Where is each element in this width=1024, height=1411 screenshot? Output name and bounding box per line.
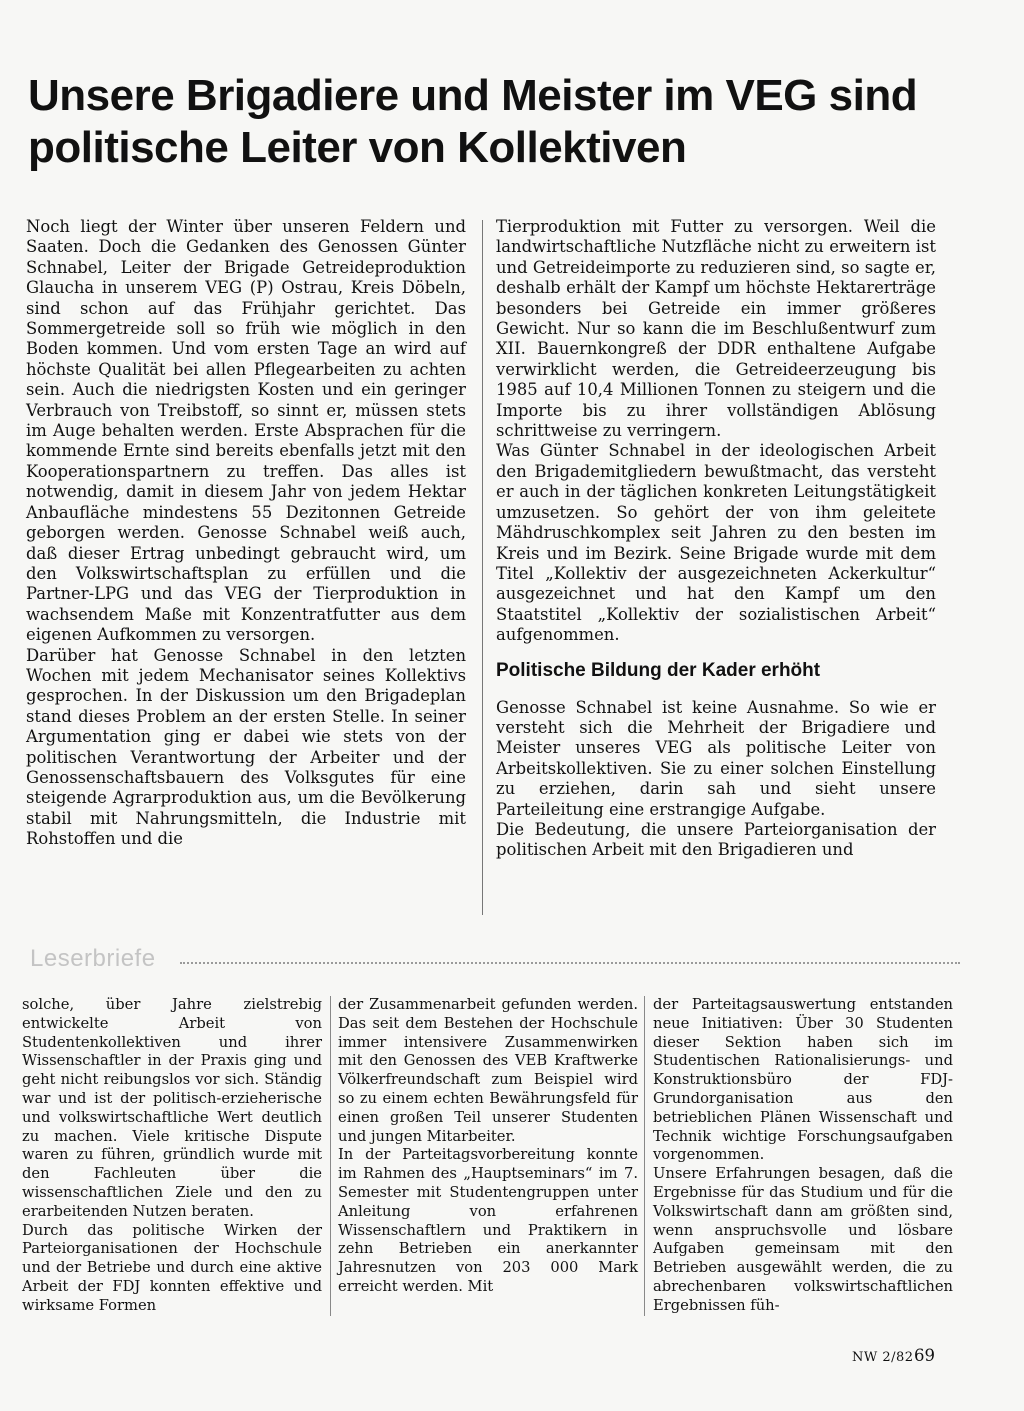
paragraph: Darüber hat Genosse Schnabel in den letzten Wochen mit jedem Mechanisator seines Kollektivs gesprochen. In der Diskussion um den Brigadeplan stand dieses Problem an der ersten Stelle. In seiner Argumentation ging er dabei wie stets von der politischen Verantwortung der Arbeiter und der Genossenschaftsbauern des Volksgutes für eine steigende Agrarproduktion aus, um die Bevölkerung stabil mit Nahrungsmitteln, die Industrie mit Rohstoffen und die (26, 645, 466, 849)
page-number: 69 (914, 1346, 935, 1365)
paragraph: Was Günter Schnabel in der ideologischen Arbeit den Brigademitgliedern bewußtmacht, das versteht er auch in der täglichen konkreten Leitungstätigkeit umzusetzen. So gehört der von ihm geleitete Mähdruschkomplex seit Jahren zu den besten im Kreis und im Bezirk. Seine Brigade wurde mit dem Titel „Kollektiv der ausgezeichneten Ackerkultur“ ausgezeichnet und hat den Kampf um den Staatstitel „Kollektiv der sozialistischen Arbeit“ aufgenommen. (496, 441, 936, 645)
paragraph: In der Parteitagsvorbereitung konnte im Rahmen des „Hauptseminars“ im 7. Semester mit Studentengruppen unter Anleitung von erfahrenen Wissenschaftlern und Praktikern in zehn Betrieben ein anerkannter Jahresnutzen von 203 000 Mark erreicht werden. Mit (338, 1146, 638, 1295)
paragraph: Noch liegt der Winter über unseren Feldern und Saaten. Doch die Gedanken des Genossen Günter Schnabel, Leiter der Brigade Getreideproduktion Glaucha in unserem VEG (P) Ostrau, Kreis Döbeln, sind schon auf das Frühjahr gerichtet. Das Sommergetreide soll so früh wie möglich in den Boden kommen. Und vom ersten Tage an wird auf höchste Qualität bei allen Pflegearbeiten zu achten sein. Auch die niedrigsten Kosten und ein geringer Verbrauch von Treibstoff, so sinnt er, müssen stets im Auge behalten werden. Erste Absprachen für die kommende Ernte sind bereits ebenfalls jetzt mit den Kooperationspartnern zu treffen. Das alles ist notwendig, damit in diesem Jahr von jedem Hektar Anbaufläche mindestens 55 Dezitonnen Getreide geborgen werden. Genosse Schnabel weiß auch, daß dieser Ertrag unbedingt gebraucht wird, um den Volkswirtschaftsplan zu erfüllen und die Partner-LPG und das VEG der Tierproduktion in wachsendem Maße mit Konzentratfutter aus dem eigenen Aufkommen zu versorgen. (26, 217, 466, 645)
paragraph: Tierproduktion mit Futter zu versorgen. Weil die landwirtschaftliche Nutzfläche nicht zu erweitern ist und Getreideimporte zu reduzieren sind, so sagte er, deshalb erhält der Kampf um höchste Hektarerträge besonders bei Getreide ein immer größeres Gewicht. Nur so kann die im Beschlußentwurf zum XII. Bauernkongreß der DDR enthaltene Aufgabe verwirklicht werden, die Getreideerzeugung bis 1985 auf 10,4 Millionen Tonnen zu steigern und die Importe bis zu ihrer vollständigen Ablösung schrittweise zu verringern. (496, 217, 936, 441)
paragraph: Die Bedeutung, die unsere Parteiorganisation der politischen Arbeit mit den Brigadieren und (496, 819, 936, 860)
article-title: Unsere Brigadiere und Meister im VEG sind politische Leiter von Kollektiven (28, 71, 918, 172)
paragraph: Genosse Schnabel ist keine Ausnahme. So wie er versteht sich die Mehrheit der Brigadiere und Meister unseres VEG als politische Leiter von Arbeitskollektiven. Sie zu einer solchen Einstellung zu erziehen, darin sah und sieht unsere Parteileitung eine erstrangige Aufgabe. (496, 697, 936, 819)
column-divider (482, 220, 483, 915)
paragraph: der Zusammenarbeit gefunden werden. Das seit dem Bestehen der Hochschule immer intensivere Zusammenwirken mit den Genossen des VEB Kraftwerke Völkerfreundschaft zum Beispiel wird so zu einem echten Bewährungsfeld für einen großen Teil unserer Studenten und jungen Mitarbeiter. (338, 996, 638, 1145)
column-divider (644, 996, 645, 1316)
letters-column-1 (22, 996, 322, 1316)
letters-column-3 (653, 996, 953, 1316)
article-column-2 (496, 217, 936, 861)
section-label-leserbriefe: Leserbriefe (30, 945, 156, 972)
letters-column-2 (338, 996, 638, 1297)
paragraph: der Parteitagsauswertung entstanden neue Initiativen: Über 30 Studenten dieser Sektion haben sich im Studentischen Rationalisierungs- und Konstruktionsbüro der FDJ-Grundorganisation aus den betrieblichen Plänen Wissenschaft und Technik wichtige Forschungsaufgaben vorgenommen. (653, 996, 953, 1164)
article-column-1 (26, 217, 466, 850)
section-divider (180, 962, 960, 964)
issue-reference: NW 2/82 (852, 1350, 914, 1365)
paragraph: solche, über Jahre zielstrebig entwickelte Arbeit von Studentenkollektiven und ihrer Wissenschaftler in der Praxis ging und geht nicht reibungslos vor sich. Ständig war und ist der politisch-erzieherische und volkswirtschaftliche Wert deutlich zu machen. Viele kritische Dispute waren zu führen, gründlich wurde mit den Fachleuten über die wissenschaftlichen Ziele und den zu erarbeitenden Nutzen beraten. (22, 996, 322, 1220)
paragraph: Durch das politische Wirken der Parteiorganisationen der Hochschule und der Betriebe und durch eine aktive Arbeit der FDJ konnten effektive und wirksame Formen (22, 1221, 322, 1314)
paragraph: Unsere Erfahrungen besagen, daß die Ergebnisse für das Studium und für die Volkswirtschaft dann am größten sind, wenn anspruchsvolle und lösbare Aufgaben gemeinsam mit den Betrieben ausgewählt werden, die zu abrechenbaren volkswirtschaftlichen Ergebnissen füh- (653, 1165, 953, 1314)
section-subheading: Politische Bildung der Kader erhöht (496, 659, 821, 681)
column-divider (330, 996, 331, 1316)
